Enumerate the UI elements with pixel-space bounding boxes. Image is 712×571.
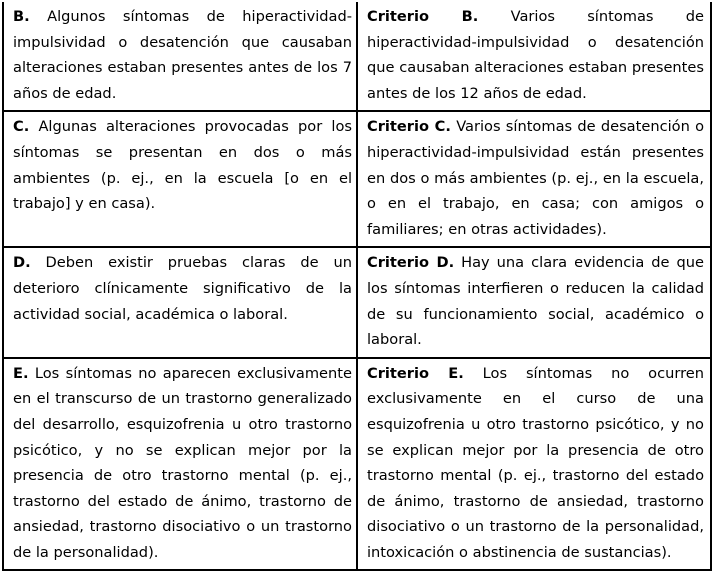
criterion-d-old-text: Deben existir pruebas claras de un deterioro clínicamente significativo de la actividad social, académica o laboral. [13,254,352,323]
criterion-b-old-label: B. [13,8,30,25]
criterion-c-old-cell [3,111,357,247]
criterion-e-new-cell [357,358,711,571]
criterion-b-row [3,2,711,111]
criterion-e-new-text: Los síntomas no ocurren exclusivamente en el curso de una esquizofrenia u otro trastorno psicótico, y no se explican mejor por la presencia de otro trastorno mental (p. ej., trastorno del estado de ánimo, trastorno de ansiedad, trastorno disociativo o un trastorno de la personalidad, intoxicación o abstinencia de sustancias). [367,364,705,561]
criterion-d-new-cell [357,247,711,357]
criterion-c-new-label: Criterio C. [367,118,451,136]
criterion-b-new-label: Criterio B. [367,8,479,25]
criterion-e-old-cell [3,358,357,571]
criterion-b-old-cell [3,2,357,111]
criterion-e-new-label: Criterio E. [367,364,464,382]
criterion-c-row [3,111,711,247]
criterion-e-old-text: Los síntomas no aparecen exclusivamente en el transcurso de un trastorno generalizado del desarrollo, esquizofrenia u otro trastorno psicótico, y no se explican mejor por la presencia de otro trastorno mental (p. ej., trastorno del estado de ánimo, trastorno de ansiedad, trastorno disociativo o un trastorno de la personalidad). [13,364,352,561]
criterion-c-old-text: Algunas alteraciones provocadas por los síntomas se presentan en dos o más ambientes (p. ej., en la escuela [o en el trabajo] y en casa). [13,118,352,213]
criterion-c-new-text: Varios síntomas de desatención o hiperactividad-impulsividad están presentes en dos o más ambientes (p. ej., en la escuela, o en el trabajo, en casa; con amigos o familiares; en otras actividades). [367,118,704,238]
criterion-b-new-cell [357,2,711,111]
criterion-d-row [3,247,711,357]
criterion-c-new-cell [357,111,711,247]
criterion-d-new-text: Hay una clara evidencia de que los síntomas interfieren o reducen la calidad de su funcionamiento social, académico o laboral. [367,254,705,349]
criterion-c-old-label: C. [13,118,30,136]
criteria-comparison-table [2,2,712,571]
criterion-d-old-label: D. [13,254,31,272]
criterion-d-old-cell [3,247,357,357]
criterion-d-new-label: Criterio D. [367,254,455,272]
criterion-e-old-label: E. [13,364,29,382]
criterion-b-old-text: Algunos síntomas de hiperactividad-impulsividad o desatención que causaban alteraciones estaban presentes antes de los 7 años de edad. [13,8,352,102]
criterion-e-row [3,358,711,571]
criterion-b-new-text: Varios síntomas de hiperactividad-impulsividad o desatención que causaban alteraciones estaban presentes antes de los 12 años de edad. [367,8,704,102]
